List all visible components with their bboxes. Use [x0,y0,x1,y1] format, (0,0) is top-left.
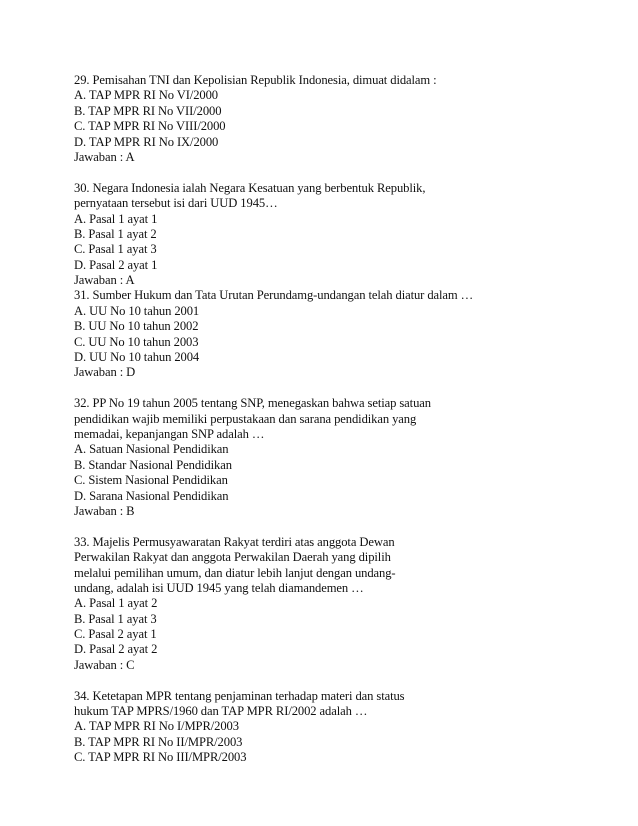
question-text: 32. PP No 19 tahun 2005 tentang SNP, menegaskan bahwa setiap satuan [74,396,431,411]
option-b: B. TAP MPR RI No II/MPR/2003 [74,734,243,749]
option-c: C. TAP MPR RI No VIII/2000 [74,119,226,134]
question-text: memadai, kepanjangan SNP adalah … [74,426,265,441]
option-c: C. Pasal 1 ayat 3 [74,242,157,257]
blank-line [74,673,614,688]
question-33 [74,535,614,674]
question-30 [74,181,614,289]
question-text: pendidikan wajib memiliki perpustakaan dan sarana pendidikan yang [74,411,417,426]
option-c: C. UU No 10 tahun 2003 [74,334,199,349]
option-a: A. TAP MPR RI No I/MPR/2003 [74,719,239,734]
answer-line: Jawaban : C [74,657,135,672]
option-c: C. TAP MPR RI No III/MPR/2003 [74,750,247,765]
option-b: B. Pasal 1 ayat 3 [74,611,157,626]
question-text: 33. Majelis Permusyawaratan Rakyat terdiri atas anggota Dewan [74,534,395,549]
option-c: C. Pasal 2 ayat 1 [74,627,157,642]
question-text: 34. Ketetapan MPR tentang penjaminan terhadap materi dan status [74,688,405,703]
question-text: undang, adalah isi UUD 1945 yang telah diamandemen … [74,580,364,595]
question-text: melalui pemilihan umum, dan diatur lebih lanjut dengan undang- [74,565,396,580]
answer-line: Jawaban : D [74,365,136,380]
answer-line: Jawaban : B [74,503,135,518]
option-b: B. Standar Nasional Pendidikan [74,457,232,472]
blank-line [74,519,614,534]
question-34 [74,689,614,766]
answer-line: Jawaban : A [74,149,135,164]
option-d: D. TAP MPR RI No IX/2000 [74,134,219,149]
blank-line [74,381,614,396]
answer-line: Jawaban : A [74,273,135,288]
option-a: A. Satuan Nasional Pendidikan [74,442,229,457]
blank-line [74,165,614,180]
option-d: D. Pasal 2 ayat 2 [74,642,158,657]
question-text: hukum TAP MPRS/1960 dan TAP MPR RI/2002 adalah … [74,704,368,719]
option-b: B. TAP MPR RI No VII/2000 [74,103,222,118]
option-d: D. UU No 10 tahun 2004 [74,350,200,365]
option-c: C. Sistem Nasional Pendidikan [74,473,228,488]
question-text: 29. Pemisahan TNI dan Kepolisian Republik Indonesia, dimuat didalam : [74,73,437,87]
question-32 [74,396,614,519]
option-a: A. Pasal 1 ayat 1 [74,211,158,226]
option-d: D. Sarana Nasional Pendidikan [74,488,229,503]
document-page [74,73,614,766]
question-text: 30. Negara Indonesia ialah Negara Kesatuan yang berbentuk Republik, [74,180,426,195]
question-text: pernyataan tersebut isi dari UUD 1945… [74,196,278,211]
option-a: A. TAP MPR RI No VI/2000 [74,88,219,103]
question-text: Perwakilan Rakyat dan anggota Perwakilan Daerah yang dipilih [74,550,391,565]
option-a: A. Pasal 1 ayat 2 [74,596,158,611]
question-text: 31. Sumber Hukum dan Tata Urutan Perundamg-undangan telah diatur dalam … [74,288,474,303]
option-a: A. UU No 10 tahun 2001 [74,303,200,318]
question-29 [74,73,614,165]
option-b: B. UU No 10 tahun 2002 [74,319,199,334]
option-d: D. Pasal 2 ayat 1 [74,257,158,272]
option-b: B. Pasal 1 ayat 2 [74,226,157,241]
question-31 [74,288,614,380]
